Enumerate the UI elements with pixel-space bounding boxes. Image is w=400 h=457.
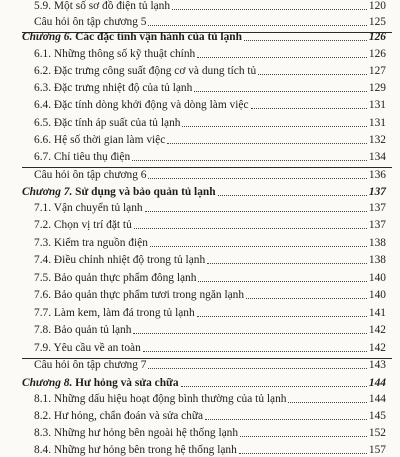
toc-entry-title: Câu hỏi ôn tập chương 5	[34, 16, 147, 28]
toc-entry-page: 126	[368, 31, 386, 43]
toc-entry	[34, 251, 386, 267]
chapter-title: Các đặc tính vận hành của tủ lạnh	[75, 31, 242, 43]
dot-leader	[181, 386, 367, 387]
toc-entry-page: 141	[368, 307, 386, 319]
toc-entry-title: 7.6. Bảo quản thực phẩm tươi trong ngăn lạnh	[34, 289, 245, 301]
toc-entry	[34, 148, 386, 164]
dot-leader	[197, 316, 367, 317]
toc-entry-title: 5.9. Một số sơ đồ điện tủ lạnh	[34, 0, 171, 12]
toc-entry-title: 8.1. Những dấu hiệu hoạt động bình thường của tủ lạnh	[34, 393, 287, 405]
dot-leader	[182, 126, 366, 127]
toc-entry-title: 7.5. Bảo quản thực phẩm đông lạnh	[34, 272, 197, 284]
dot-leader	[240, 436, 367, 437]
toc-entry-page: 137	[368, 219, 386, 231]
chapter-title: Hư hỏng và sửa chữa	[75, 377, 179, 389]
toc-chapter-heading	[22, 183, 386, 199]
toc-entry	[34, 62, 386, 78]
toc-entry-title: 7.1. Vận chuyển tủ lạnh	[34, 202, 143, 214]
toc-entry	[34, 45, 386, 61]
dot-leader	[145, 211, 367, 212]
toc-entry	[34, 424, 386, 440]
toc-entry	[34, 339, 386, 355]
toc-entry	[34, 216, 386, 232]
toc-entry-page: 144	[368, 377, 386, 389]
toc-chapter-heading	[22, 28, 386, 44]
toc-entry	[34, 269, 386, 285]
dot-leader	[258, 74, 367, 75]
toc-entry-title: 6.7. Chỉ tiêu thụ điện	[34, 151, 131, 163]
dot-leader	[205, 419, 367, 420]
dot-leader	[207, 263, 367, 264]
toc-entry-page: 143	[368, 359, 386, 371]
dot-leader	[150, 246, 367, 247]
dot-leader	[148, 178, 366, 179]
toc-entry-page: 142	[368, 342, 386, 354]
toc-entry-page: 125	[368, 16, 386, 28]
toc-entry-title: 7.2. Chọn vị trí đặt tủ	[34, 219, 132, 231]
toc-entry-title: 7.3. Kiểm tra nguồn điện	[34, 237, 148, 249]
toc-chapter-heading	[22, 374, 386, 390]
chapter-title: Sử dụng và bảo quản tủ lạnh	[75, 186, 216, 198]
toc-entry-page: 131	[368, 117, 386, 129]
toc-entry-title: 6.3. Đặc trưng nhiệt độ của tủ lạnh	[34, 82, 193, 94]
toc-entry	[34, 79, 386, 95]
toc-entry-page: 131	[368, 99, 386, 111]
dot-leader	[246, 298, 367, 299]
toc-entry-title: 7.4. Điều chỉnh nhiệt độ trong tủ lạnh	[34, 254, 206, 266]
toc-entry	[34, 390, 386, 406]
chapter-number: Chương 7.	[22, 186, 73, 198]
toc-entry-page: 132	[368, 134, 386, 146]
toc-entry-title: 7.9. Yêu cầu về an toàn	[34, 342, 141, 354]
toc-entry-title: 8.4. Những hư hỏng bên trong hệ thống lạnh	[34, 444, 237, 456]
dot-leader	[251, 108, 367, 109]
toc-entry-page: 157	[368, 444, 386, 456]
toc-entry-page: 129	[368, 82, 386, 94]
toc-entry	[34, 166, 386, 182]
toc-entry	[34, 407, 386, 423]
toc-entry	[34, 96, 386, 112]
toc-entry-page: 145	[368, 410, 386, 422]
dot-leader	[194, 91, 367, 92]
dot-leader	[218, 195, 367, 196]
toc-entry-page: 137	[368, 202, 386, 214]
toc-entry-title: 7.7. Làm kem, làm đá trong tủ lạnh	[34, 307, 195, 319]
toc-entry-title: Câu hỏi ôn tập chương 6	[34, 169, 147, 181]
toc-entry	[34, 114, 386, 130]
toc-entry-title: 6.6. Hệ số thời gian làm việc	[34, 134, 166, 146]
dot-leader	[134, 228, 367, 229]
toc-entry	[34, 199, 386, 215]
toc-entry-page: 127	[368, 65, 386, 77]
dot-leader	[288, 402, 366, 403]
dot-leader	[143, 351, 367, 352]
toc-entry	[34, 234, 386, 250]
toc-entry-title: 8.3. Những hư hỏng bên ngoài hệ thống lạnh	[34, 427, 239, 439]
toc-entry-title: 8.2. Hư hỏng, chẩn đoán và sửa chữa	[34, 410, 204, 422]
dot-leader	[197, 57, 367, 58]
dot-leader	[239, 453, 367, 454]
dot-leader	[132, 160, 367, 161]
dot-leader	[167, 143, 367, 144]
toc-entry-page: 136	[368, 169, 386, 181]
toc-entry-title: 6.5. Đặc tính áp suất của tủ lạnh	[34, 117, 181, 129]
toc-entry-page: 140	[368, 272, 386, 284]
section-divider	[22, 167, 392, 168]
toc-entry	[34, 13, 386, 29]
dot-leader	[244, 40, 367, 41]
section-divider	[22, 358, 392, 359]
toc-entry-page: 138	[368, 237, 386, 249]
toc-entry	[34, 286, 386, 302]
toc-entry-page: 144	[368, 393, 386, 405]
chapter-number: Chương 6.	[22, 31, 73, 43]
toc-entry	[34, 0, 386, 13]
toc-entry-page: 126	[368, 48, 386, 60]
toc-entry-page: 140	[368, 289, 386, 301]
dot-leader	[172, 9, 367, 10]
toc-entry	[34, 321, 386, 337]
toc-entry-page: 134	[368, 151, 386, 163]
toc-entry-title: Câu hỏi ôn tập chương 7	[34, 359, 147, 371]
dot-leader	[133, 333, 366, 334]
toc-entry-title: 6.2. Đặc trưng công suất động cơ và dung tích tủ	[34, 65, 257, 77]
toc-entry-page: 142	[368, 324, 386, 336]
toc-entry	[34, 131, 386, 147]
toc-entry-page: 138	[368, 254, 386, 266]
toc-entry-page: 152	[368, 427, 386, 439]
dot-leader	[148, 368, 366, 369]
dot-leader	[198, 281, 366, 282]
toc-entry-title: 7.8. Bảo quản tủ lạnh	[34, 324, 132, 336]
dot-leader	[148, 25, 366, 26]
toc-entry-title: 6.1. Những thông số kỹ thuật chính	[34, 48, 196, 60]
toc-entry-page: 120	[368, 0, 386, 12]
chapter-number: Chương 8.	[22, 377, 73, 389]
toc-entry-title: 6.4. Đặc tính dòng khởi động và dòng làm việc	[34, 99, 249, 111]
toc-entry	[34, 304, 386, 320]
toc-entry	[34, 441, 386, 457]
toc-entry-page: 137	[368, 186, 386, 198]
